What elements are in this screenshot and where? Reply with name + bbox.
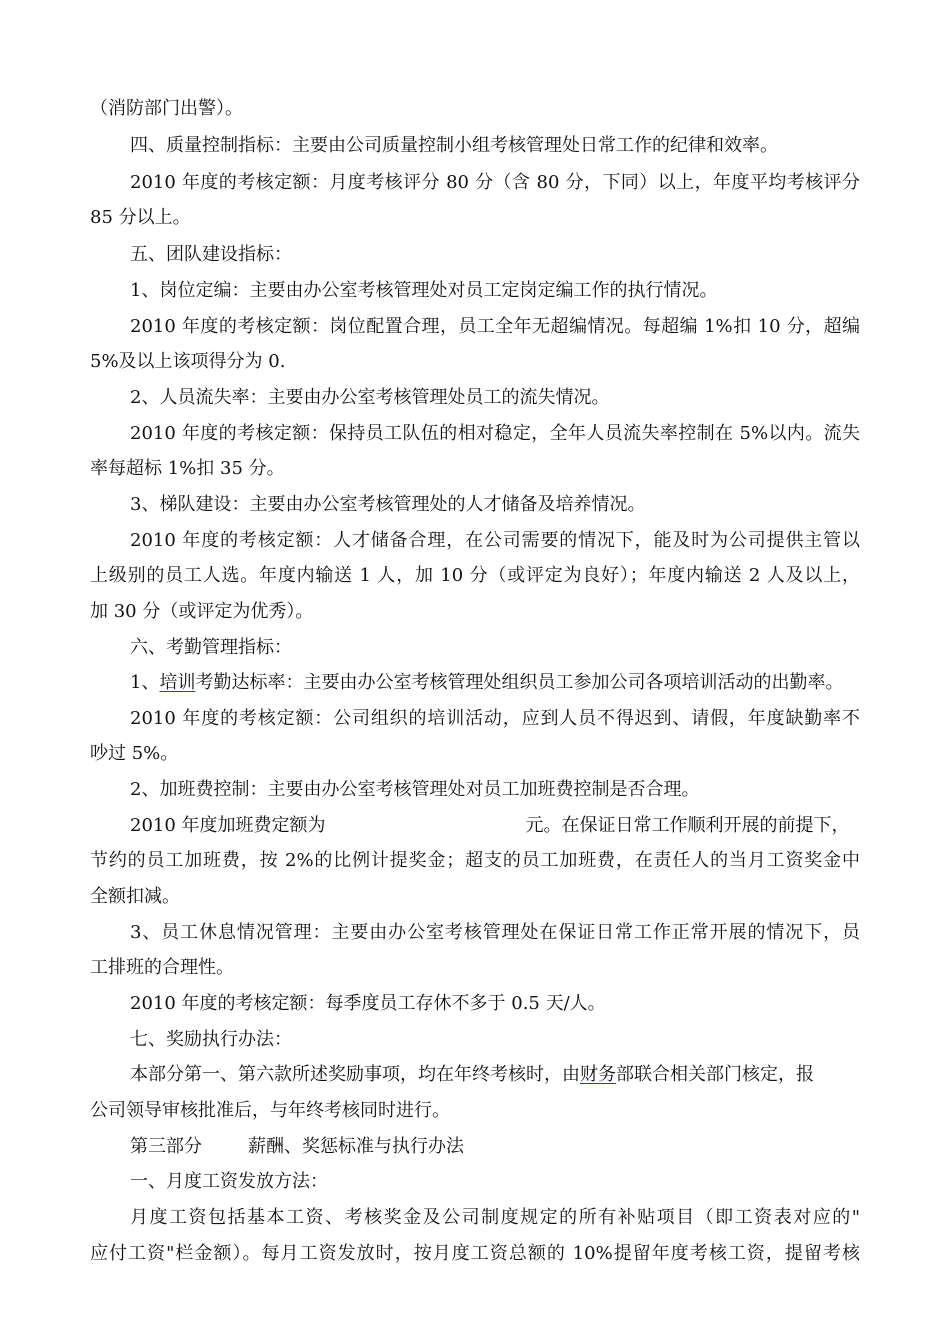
- text-fragment: 本部分第一、第六款所述奖励事项，均在年终考核时，由: [130, 1064, 580, 1085]
- text-line: 应付工资"栏金额）。每月工资发放时，按月度工资总额的 10%提留年度考核工资，提留考核: [90, 1243, 860, 1264]
- text-line: 2010 年度的考核定额：保持员工队伍的相对稳定，全年人员流失率控制在 5%以内。流失: [130, 423, 860, 444]
- text-line: 加 30 分（或评定为优秀）。: [90, 601, 314, 622]
- text-line: 2010 年度的考核定额：公司组织的培训活动，应到人员不得迟到、请假，年度缺勤率不: [130, 708, 860, 729]
- text-line: 1、岗位定编：主要由办公室考核管理处对员工定岗定编工作的执行情况。: [130, 280, 718, 301]
- text-line: 2010 年度的考核定额：每季度员工存休不多于 0.5 天/人。: [130, 993, 606, 1014]
- text-line: 率每超标 1%扣 35 分。: [90, 458, 285, 479]
- text-fragment: 考勤达标率：主要由办公室考核管理处组织员工参加公司各项培训活动的出勤率。: [195, 672, 844, 693]
- text-fragment: 部联合相关部门核定，报: [616, 1064, 814, 1085]
- text-line: 3、梯队建设：主要由办公室考核管理处的人才储备及培养情况。: [130, 494, 646, 515]
- text-line: 85 分以上。: [90, 207, 191, 228]
- text-line: [130, 1063, 814, 1087]
- text-line: 5%及以上该项得分为 0.: [90, 351, 286, 372]
- text-line: 月度工资包括基本工资、考核奖金及公司制度规定的所有补贴项目（即工资表对应的": [130, 1207, 860, 1228]
- text-line: 2010 年度的考核定额：岗位配置合理，员工全年无超编情况。每超编 1%扣 10 分，超编: [130, 316, 860, 337]
- text-line: 3、员工休息情况管理：主要由办公室考核管理处在保证日常工作正常开展的情况下，员: [130, 922, 860, 943]
- text-fragment: 1、: [130, 672, 160, 693]
- section-heading: 一、月度工资发放方法：: [130, 1171, 328, 1192]
- text-line: 2010 年度的考核定额：人才储备合理，在公司需要的情况下，能及时为公司提供主管以: [130, 530, 860, 551]
- text-line: 2010 年度的考核定额：月度考核评分 80 分（含 80 分，下同）以上，年度平均考核评分: [130, 172, 860, 193]
- part-number: 第三部分: [130, 1136, 202, 1157]
- text-line: 2、加班费控制：主要由办公室考核管理处对员工加班费控制是否合理。: [130, 779, 700, 800]
- section-heading: 六、考勤管理指标：: [130, 637, 292, 658]
- text-fragment: 元。在保证日常工作顺利开展的前提下，: [525, 815, 850, 836]
- text-line: 上级别的员工人选。年度内输送 1 人，加 10 分（或评定为良好）；年度内输送 2 人及以上，: [90, 565, 860, 586]
- text-line: [130, 814, 850, 838]
- text-line: 吵过 5%。: [90, 743, 179, 764]
- section-heading: 五、团队建设指标：: [130, 244, 292, 265]
- part-title: 薪酬、奖惩标准与执行办法: [248, 1136, 464, 1157]
- text-line: 公司领导审核批准后，与年终考核同时进行。: [90, 1100, 450, 1121]
- text-line: 四、质量控制指标：主要由公司质量控制小组考核管理处日常工作的纪律和效率。: [130, 135, 778, 156]
- text-line: 2、人员流失率：主要由办公室考核管理处员工的流失情况。: [130, 387, 610, 408]
- training-link[interactable]: 培训: [159, 672, 196, 693]
- text-line: 工排班的合理性。: [90, 957, 234, 978]
- finance-link[interactable]: 财务: [580, 1064, 616, 1085]
- text-line: [130, 671, 843, 695]
- text-fragment: 2010 年度加班费定额为: [130, 815, 326, 836]
- text-line: 节约的员工加班费，按 2%的比例计提奖金；超支的员工加班费，在责任人的当月工资奖金中: [90, 850, 860, 871]
- text-line: 全额扣减。: [90, 886, 180, 907]
- section-heading: 七、奖励执行办法：: [130, 1029, 292, 1050]
- text-line: （消防部门出警）。: [90, 98, 243, 119]
- part-heading: [130, 1135, 464, 1159]
